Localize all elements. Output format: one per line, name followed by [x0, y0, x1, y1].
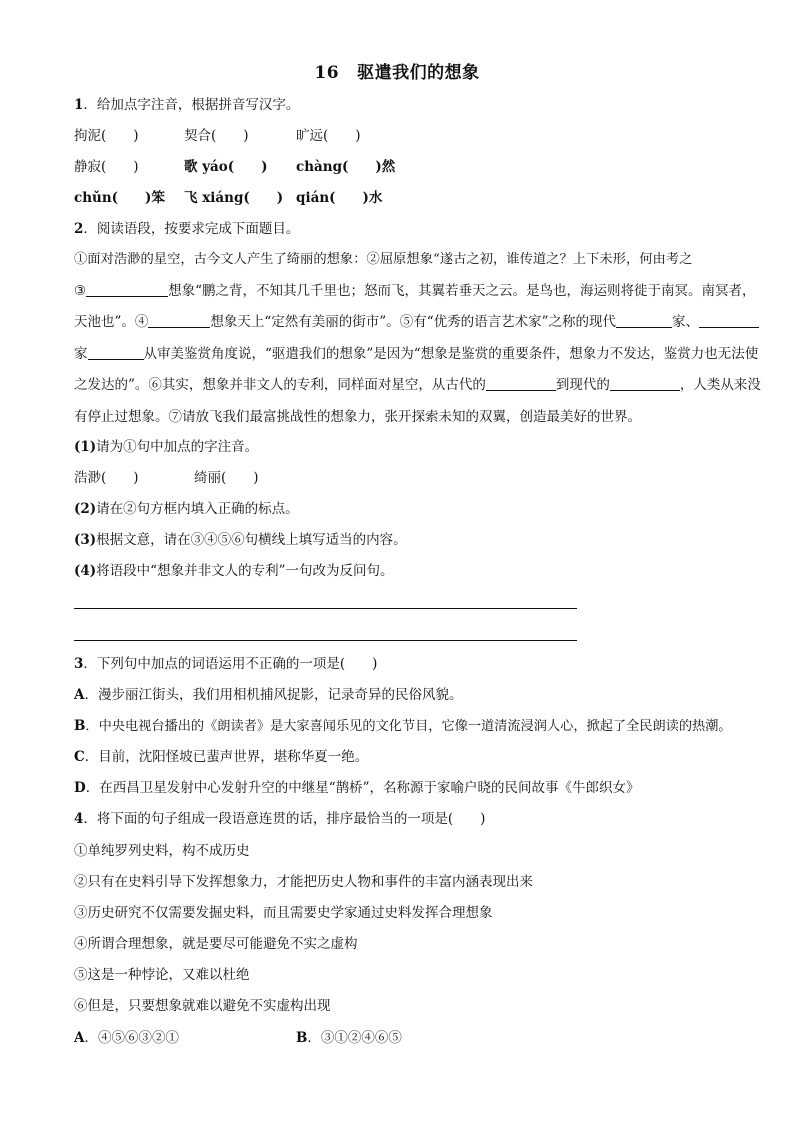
question-number: 1 [74, 97, 84, 113]
answer-line[interactable] [74, 640, 577, 641]
answer-blank[interactable] [486, 376, 556, 391]
page-title [0, 58, 794, 83]
answer-blank[interactable] [86, 282, 168, 297]
q3-option-a[interactable]: A．漫步丽江街头，我们用相机捕风捉影，记录奇异的民俗风貌。 [74, 687, 463, 703]
passage-line: ①面对浩渺的星空，古今文人产生了绮丽的想象：②屈原想象“遂古之初，谁传道之？上下未形，何由考之 [74, 252, 693, 267]
question-3-stem: 3．下列句中加点的词语运用不正确的一项是( ) [74, 656, 378, 672]
q2-sub1-item: 浩渺( ) [74, 470, 139, 486]
q1-item: 契合( ) [184, 128, 249, 144]
q2-sub4: (4)将语段中“想象并非文人的专利”一句改为反问句。 [74, 563, 394, 579]
q1-item: qián( )水 [296, 190, 383, 206]
q4-option-b[interactable]: B．③①②④⑥⑤ [296, 1030, 402, 1046]
question-1-stem: 1．给加点字注音，根据拼音写汉字。 [74, 97, 300, 113]
q3-option-b[interactable]: B．中央电视台播出的《朗读者》是大家喜闻乐见的文化节目，它像一道清流浸润人心，掀起了全民朗读的热潮。 [74, 718, 732, 734]
q3-option-d[interactable]: D．在西昌卫星发射中心发射升空的中继星“鹊桥”，名称源于家喻户晓的民间故事《牛郎织女》 [74, 780, 640, 796]
passage-line: 之发达的”。⑥其实，想象并非文人的专利，同样面对星空，从古代的 到现代的 ，人类从来没 [74, 377, 761, 394]
q4-sentence: ①单纯罗列史料，构不成历史 [74, 843, 250, 859]
lesson-title: 驱遣我们的想象 [357, 63, 480, 83]
question-number: 3 [74, 656, 84, 672]
answer-line[interactable] [74, 608, 577, 609]
q1-item: chǔn( )笨 [74, 190, 165, 206]
q1-item: 静寂( ) [74, 159, 139, 175]
reading-passage [74, 244, 786, 434]
q4-sentence: ⑥但是，只要想象就难以避免不实虚构出现 [74, 998, 331, 1014]
q4-sentence: ②只有在史料引导下发挥想象力，才能把历史人物和事件的丰富内涵表现出来 [74, 874, 533, 890]
passage-line: 家 从审美鉴赏角度说，“驱遣我们的想象”是因为“想象是鉴赏的重要条件，想象力不发达，鉴赏力也无法使 [74, 345, 759, 362]
q4-option-a[interactable]: A．④⑤⑥③②① [74, 1030, 179, 1046]
answer-blank[interactable] [88, 345, 144, 360]
q2-sub1: (1)请为①句中加点的字注音。 [74, 439, 259, 455]
q3-option-c[interactable]: C．目前，沈阳怪坡已蜚声世界，堪称华夏一绝。 [74, 749, 369, 765]
q1-item: 拘泥( ) [74, 128, 139, 144]
answer-blank[interactable] [610, 376, 680, 391]
passage-line: 天池也”。④ 想象天上“定然有美丽的街市”。⑤有“优秀的语言艺术家”之称的现代 家、 [74, 307, 786, 339]
q4-sentence: ④所谓合理想象，就是要尽可能避免不实之虚构 [74, 936, 358, 952]
passage-line: 有停止过想象。⑦请放飞我们最富挑战性的想象力，张开探索未知的双翼，创造最美好的世界。 [74, 408, 641, 425]
q1-item: 旷远( ) [296, 128, 361, 144]
answer-blank[interactable] [616, 313, 672, 328]
q4-sentence: ③历史研究不仅需要发掘史料，而且需要史学家通过史料发挥合理想象 [74, 905, 493, 921]
question-4-stem: 4．将下面的句子组成一段语意连贯的话，排序最恰当的一项是( ) [74, 811, 486, 827]
answer-blank[interactable] [699, 313, 759, 328]
q1-item: 歌 yáo( ) [184, 159, 268, 175]
passage-line: ③ 想象“鹏之背，不知其几千里也；怒而飞，其翼若垂天之云。是鸟也，海运则将徙于南冥。南冥者， [74, 282, 756, 299]
answer-blank[interactable] [148, 313, 210, 328]
q2-sub3: (3)根据文意，请在③④⑤⑥句横线上填写适当的内容。 [74, 532, 407, 548]
lesson-number: 16 [314, 63, 340, 83]
q2-sub2: (2)请在②句方框内填入正确的标点。 [74, 501, 299, 517]
q2-sub1-item: 绮丽( ) [194, 470, 259, 486]
question-number: 2 [74, 221, 84, 237]
q1-item: chàng( )然 [296, 159, 396, 175]
question-2-stem: 2．阅读语段，按要求完成下面题目。 [74, 221, 300, 237]
q4-sentence: ⑤这是一种悖论，又难以杜绝 [74, 967, 250, 983]
question-number: 4 [74, 811, 84, 827]
q1-item: 飞 xiáng( ) [184, 190, 284, 206]
